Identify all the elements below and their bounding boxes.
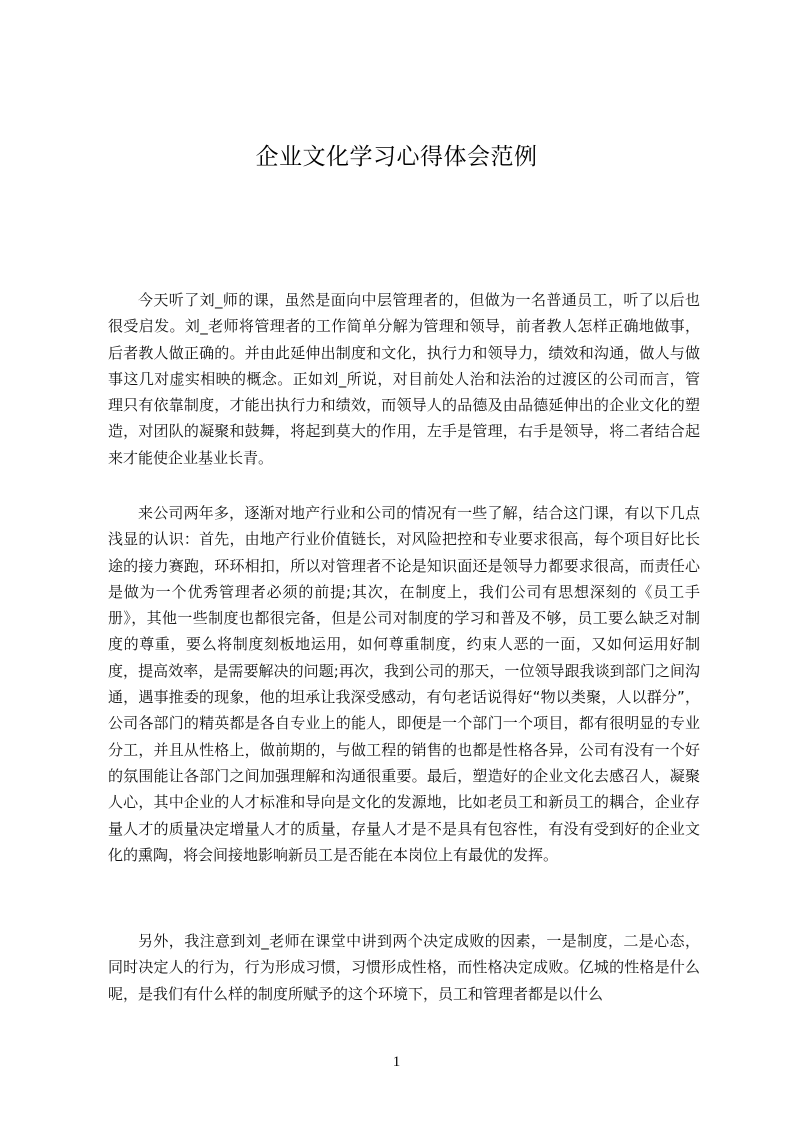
page-title: 企业文化学习心得体会范例 [255, 144, 538, 170]
page-number: 1 [392, 1054, 401, 1070]
paragraph-1: 今天听了刘_师的课，虽然是面向中层管理者的，但做为一名普通员工，听了以后也很受启发。刘_老师将管理者的工作简单分解为管理和领导，前者教人怎样正确地做事，后者教人做正确的。并由此延伸出制度和文化，执行力和领导力，绩效和沟通，做人与做事这几对虚实相映的概念。正如刘_所说，对目前处人治和法治的过渡区的公司而言，管理只有依靠制度，才能出执行力和绩效，而领导人的品德及由品德延伸出的企业文化的塑造，对团队的凝聚和鼓舞，将起到莫大的作用，左手是管理，右手是领导，将二者结合起来才能使企业基业长青。 [108, 291, 700, 467]
paragraph-3: 另外，我注意到刘_老师在课堂中讲到两个决定成败的因素，一是制度，二是心态，同时决定人的行为，行为形成习惯，习惯形成性格，而性格决定成败。亿城的性格是什么呢，是我们有什么样的制度所赋予的这个环境下，员工和管理者都是以什么 [108, 932, 700, 1003]
paragraph-2: 来公司两年多，逐渐对地产行业和公司的情况有一些了解，结合这门课，有以下几点浅显的认识：首先，由地产行业价值链长，对风险把控和专业要求很高，每个项目好比长途的接力赛跑，环环相扣，所以对管理者不论是知识面还是领导力都要求很高，而责任心是做为一个优秀管理者必须的前提;其次，在制度上，我们公司有思想深刻的《员工手册》，其他一些制度也都很完备，但是公司对制度的学习和普及不够，员工要么缺乏对制度的尊重，要么将制度刻板地运用，如何尊重制度，约束人恶的一面，又如何运用好制度，提高效率，是需要解决的问题;再次，我到公司的那天，一位领导跟我谈到部门之间沟通，遇事推委的现象，他的坦承让我深受感动，有句老话说得好“物以类聚，人以群分”，公司各部门的精英都是各自专业上的能人，即便是一个部门一个项目，都有很明显的专业分工，并且从性格上，做前期的，与做工程的销售的也都是性格各异，公司有没有一个好的氛围能让各部门之间加强理解和沟通很重要。最后，塑造好的企业文化去感召人，凝聚人心，其中企业的人才标准和导向是文化的发源地，比如老员工和新员工的耦合，企业存量人才的质量决定增量人才的质量，存量人才是不是具有包容性，有没有受到好的企业文化的熏陶，将会间接地影响新员工是否能在本岗位上有最优的发挥。 [108, 504, 700, 864]
